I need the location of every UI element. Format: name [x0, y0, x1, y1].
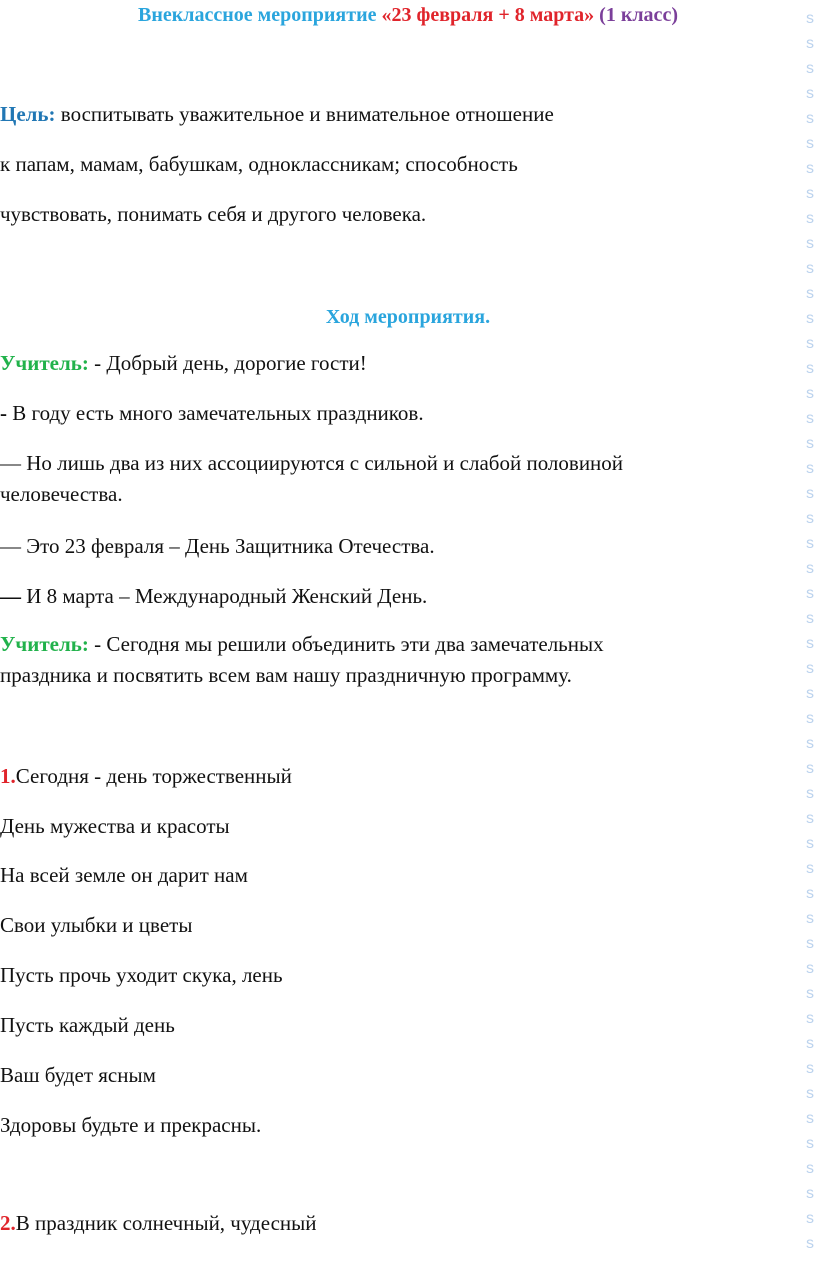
- dialog-line-6a: [0, 634, 604, 655]
- title-part-grade: (1 класс): [594, 4, 678, 26]
- margin-mark: s: [806, 1135, 814, 1152]
- teacher-label-2: Учитель:: [0, 632, 89, 656]
- margin-mark: s: [806, 135, 814, 152]
- margin-mark: s: [806, 335, 814, 352]
- poem1-line-1: [0, 766, 292, 787]
- margin-mark: s: [806, 410, 814, 427]
- margin-mark: s: [806, 1085, 814, 1102]
- poem1-number: 1.: [0, 764, 16, 788]
- margin-mark: s: [806, 10, 814, 27]
- poem1-line-6: Пусть каждый день: [0, 1013, 175, 1037]
- dialog-line-4: — Это 23 февраля – День Защитника Отечества.: [0, 534, 435, 558]
- margin-mark: s: [806, 1060, 814, 1077]
- dialog-dash-5: —: [0, 584, 21, 608]
- goal-line-3: чувствовать, понимать себя и другого человека.: [0, 202, 427, 226]
- margin-mark: s: [806, 710, 814, 727]
- margin-mark: s: [806, 535, 814, 552]
- poem1-text-1: Сегодня - день торжественный: [15, 764, 292, 788]
- margin-mark: s: [806, 210, 814, 227]
- goal-text-1: воспитывать уважительное и внимательное отношение: [55, 102, 554, 126]
- goal-line-2: к папам, мамам, бабушкам, одноклассникам; способность: [0, 152, 518, 176]
- teacher-label: Учитель:: [0, 351, 89, 375]
- margin-mark: s: [806, 260, 814, 277]
- margin-mark: s: [806, 1110, 814, 1127]
- margin-mark: s: [806, 435, 814, 452]
- margin-mark: s: [806, 285, 814, 302]
- dialog-line-2: [0, 403, 424, 424]
- margin-mark: s: [806, 1210, 814, 1227]
- margin-mark: s: [806, 1185, 814, 1202]
- dialog-text-1: - Добрый день, дорогие гости!: [88, 351, 367, 375]
- poem1-line-7: Ваш будет ясным: [0, 1063, 156, 1087]
- margin-mark: s: [806, 385, 814, 402]
- margin-mark: s: [806, 35, 814, 52]
- margin-mark: s: [806, 110, 814, 127]
- margin-mark: s: [806, 310, 814, 327]
- margin-mark: s: [806, 60, 814, 77]
- margin-mark: s: [806, 185, 814, 202]
- margin-mark: s: [806, 560, 814, 577]
- poem1-line-8: Здоровы будьте и прекрасны.: [0, 1113, 262, 1137]
- margin-mark: s: [806, 885, 814, 902]
- margin-mark: s: [806, 485, 814, 502]
- margin-mark: s: [806, 835, 814, 852]
- margin-mark: s: [806, 85, 814, 102]
- margin-decoration: [802, 0, 816, 1261]
- poem1-line-4: Свои улыбки и цветы: [0, 913, 193, 937]
- margin-mark: s: [806, 1035, 814, 1052]
- margin-mark: s: [806, 960, 814, 977]
- margin-mark: s: [806, 510, 814, 527]
- dialog-line-6b: праздника и посвятить всем вам нашу праздничную программу.: [0, 663, 572, 687]
- dialog-line-5: [0, 586, 427, 607]
- document-title: [0, 4, 816, 27]
- dialog-dash-2: -: [0, 401, 7, 425]
- margin-mark: s: [806, 360, 814, 377]
- margin-mark: s: [806, 160, 814, 177]
- margin-mark: s: [806, 935, 814, 952]
- section-heading: Ход мероприятия.: [325, 306, 491, 328]
- margin-mark: s: [806, 660, 814, 677]
- margin-mark: s: [806, 860, 814, 877]
- margin-mark: s: [806, 735, 814, 752]
- goal-label: Цель:: [0, 102, 56, 126]
- poem2-number: 2.: [0, 1211, 16, 1235]
- margin-mark: s: [806, 1160, 814, 1177]
- poem1-line-5: Пусть прочь уходит скука, лень: [0, 963, 283, 987]
- margin-mark: s: [806, 460, 814, 477]
- dialog-line-3a: — Но лишь два из них ассоциируются с сильной и слабой половиной: [0, 451, 624, 475]
- margin-mark: s: [806, 910, 814, 927]
- margin-mark: s: [806, 810, 814, 827]
- dialog-line-3b: человечества.: [0, 482, 123, 506]
- margin-mark: s: [806, 985, 814, 1002]
- dialog-text-2: В году есть много замечательных праздников.: [7, 401, 424, 425]
- title-part-dates: «23 февраля + 8 марта»: [381, 4, 595, 26]
- goal-line-1: [0, 104, 554, 125]
- margin-mark: s: [806, 1010, 814, 1027]
- margin-mark: s: [806, 585, 814, 602]
- dialog-line-1: [0, 353, 367, 374]
- poem2-text-1: В праздник солнечный, чудесный: [15, 1211, 317, 1235]
- poem2-line-1: [0, 1213, 316, 1234]
- dialog-text-6a: - Сегодня мы решили объединить эти два замечательных: [88, 632, 604, 656]
- margin-mark: s: [806, 635, 814, 652]
- poem1-line-2: День мужества и красоты: [0, 814, 230, 838]
- margin-mark: s: [806, 760, 814, 777]
- margin-mark: s: [806, 685, 814, 702]
- margin-mark: s: [806, 610, 814, 627]
- title-part-event: Внеклассное мероприятие: [138, 4, 382, 26]
- dialog-text-5: И 8 марта – Международный Женский День.: [21, 584, 428, 608]
- margin-mark: s: [806, 235, 814, 252]
- margin-mark: s: [806, 1235, 814, 1252]
- poem1-line-3: На всей земле он дарит нам: [0, 863, 248, 887]
- margin-mark: s: [806, 785, 814, 802]
